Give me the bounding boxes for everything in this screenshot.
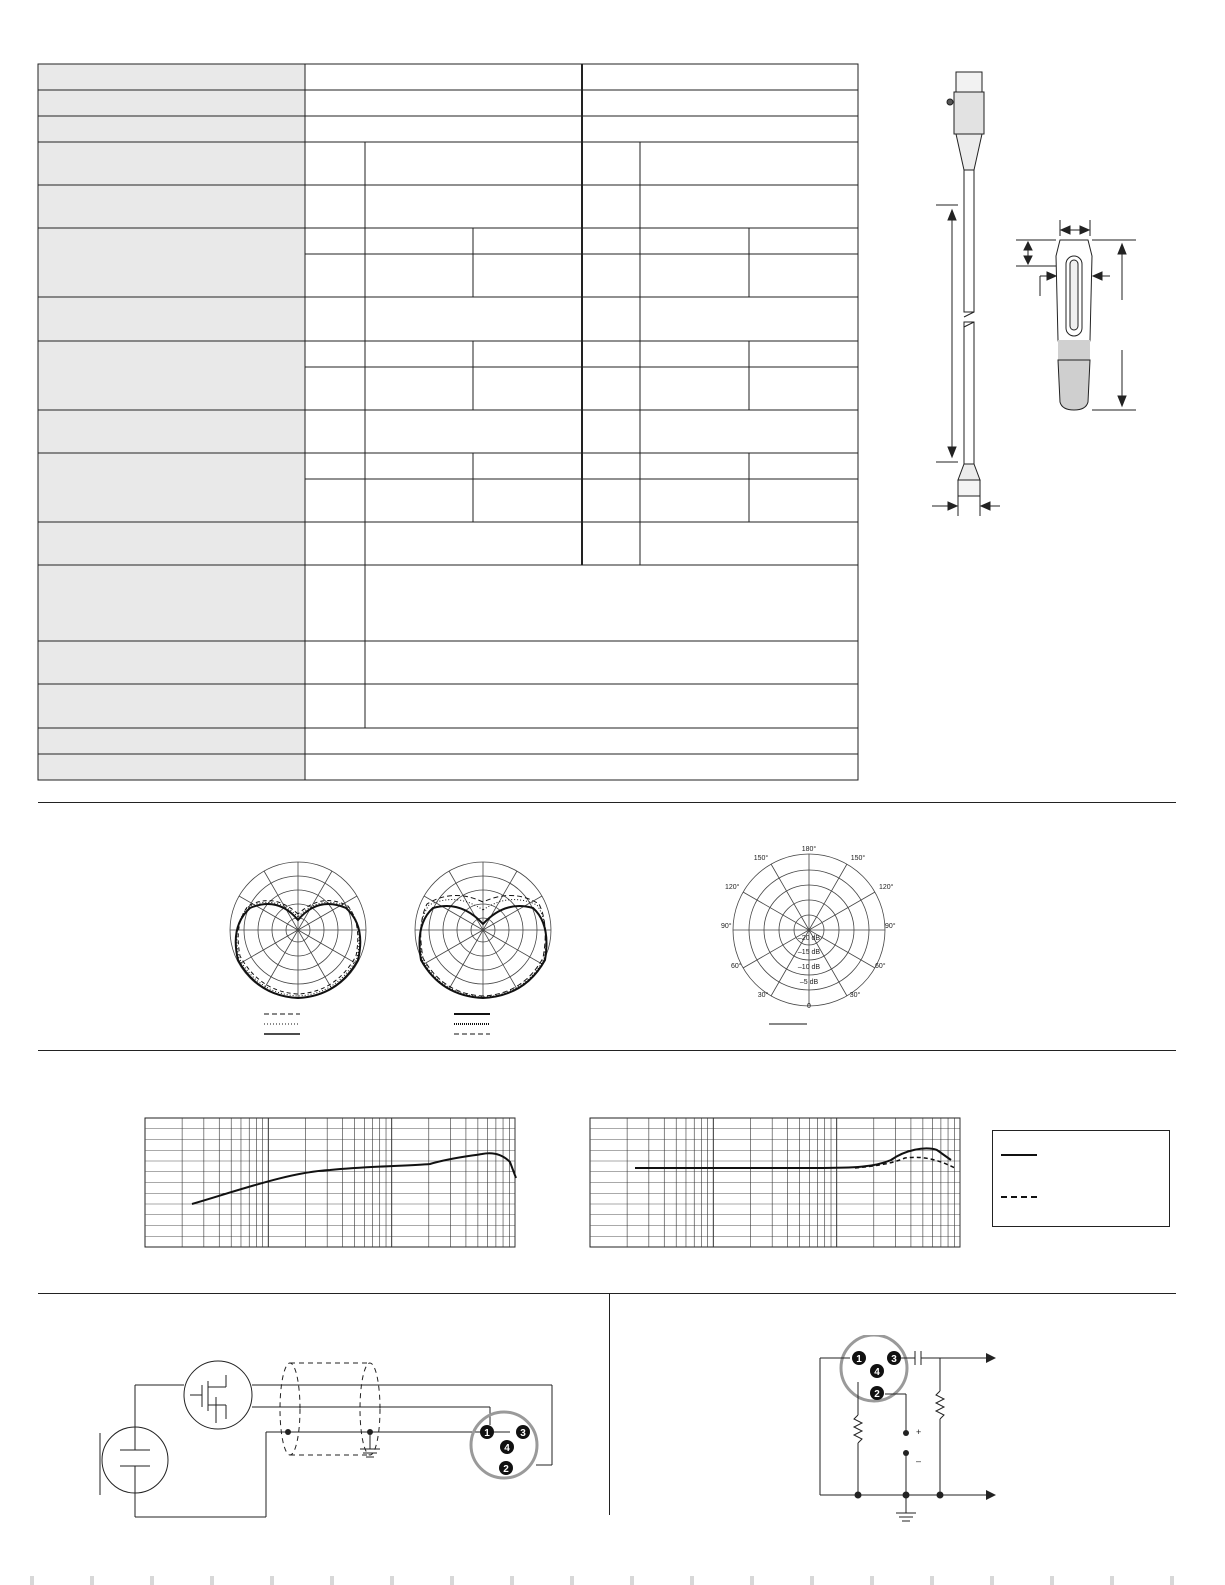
frequency-response-chart-2 [575,1110,975,1255]
polar-angle-label: 90° [721,923,732,930]
svg-text:2: 2 [503,1464,509,1475]
polar-angle-label: 0 [807,1003,811,1010]
preamp-wiring-schematic [810,1335,1010,1535]
frequency-legend [992,1130,1170,1227]
polar-db-label: –10 dB [797,964,821,971]
spec-label-column [38,64,305,780]
polar-angle-label: 60° [875,963,886,970]
polar-angle-label: 150° [753,855,769,862]
polar-angle-label: 180° [801,846,817,853]
internal-wiring-schematic [90,1345,570,1525]
frequency-response-chart-1 [130,1110,530,1255]
polar-chart-1 [230,862,366,998]
mic-connector-top [956,72,982,92]
svg-text:3: 3 [520,1428,526,1439]
section-divider-frequency [38,1050,1176,1051]
polar-db-label: –5 dB [799,979,819,986]
schematic-column-divider [609,1293,610,1515]
section-divider-schematic [38,1293,1176,1294]
polar-angle-label: 60° [731,963,742,970]
svg-text:4: 4 [874,1367,880,1378]
polar-angle-label: 30° [849,992,861,999]
polar-db-label: –20 dB [797,935,821,942]
polar-2-legend [454,1014,490,1034]
polar-angle-label: 120° [879,884,894,891]
svg-text:1: 1 [856,1354,862,1365]
polar-1-legend [264,1014,300,1034]
svg-text:3: 3 [891,1354,897,1365]
polar-angle-label: 120° [725,884,740,891]
polar-angle-label: 30° [757,992,769,999]
polar-chart-3 [715,840,915,1040]
svg-text:1: 1 [484,1428,490,1439]
polar-angle-label: 90° [885,923,896,930]
frequency-response-curve-2b [855,1157,955,1168]
microphone-dimension-drawing [900,60,1180,530]
svg-text:–: – [916,1456,922,1466]
polar-patterns-pair [200,840,600,1050]
scan-edge [0,1576,1225,1585]
polar-chart-2 [415,862,551,998]
section-divider-polar [38,802,1176,803]
polar-angle-label: 150° [850,855,866,862]
svg-text:+: + [916,1427,922,1437]
svg-text:2: 2 [874,1389,880,1400]
polar-db-label: –15 dB [797,949,821,956]
svg-text:4: 4 [504,1443,510,1454]
